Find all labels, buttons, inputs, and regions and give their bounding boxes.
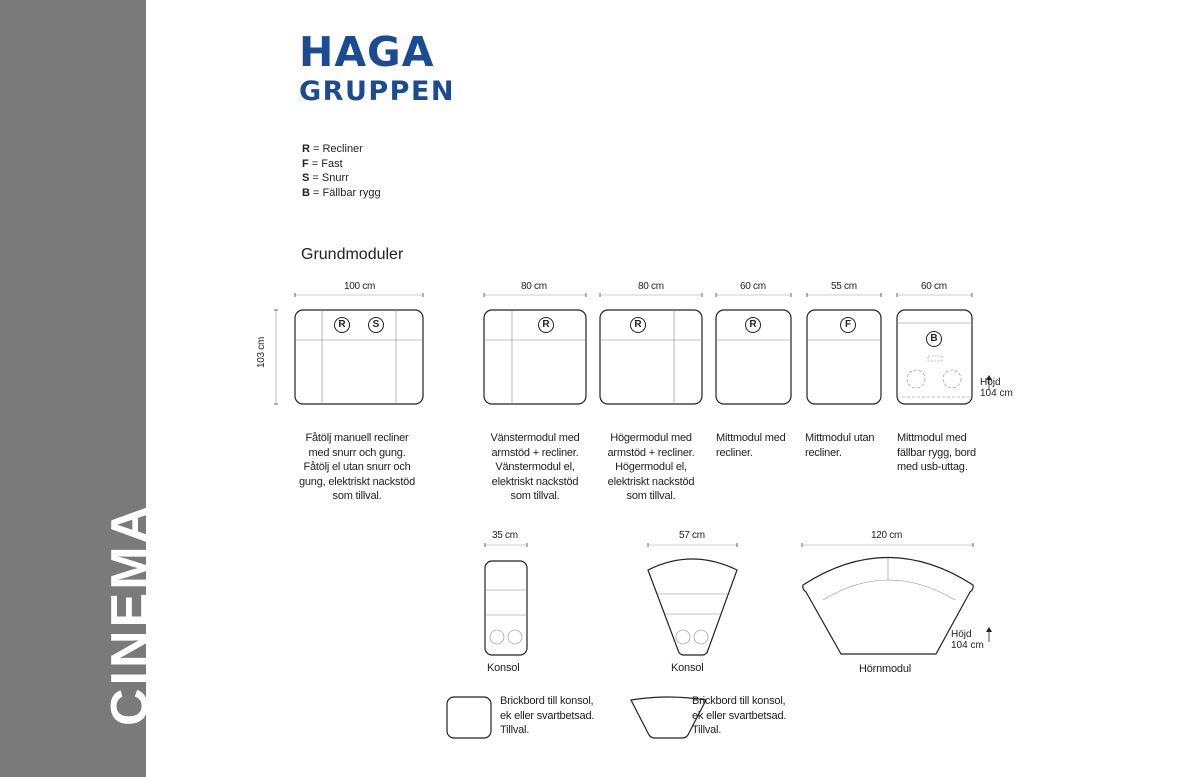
legend-item: F = Fast (302, 157, 343, 170)
legend-item: R = Recliner (302, 143, 363, 155)
badge: R (630, 317, 646, 333)
badge: R (745, 317, 761, 333)
middle-fold-description: Mittmodul med fällbar rygg, bord med usb-uttag. (897, 432, 976, 473)
wedge-console-drawing (648, 559, 737, 655)
middle-fixed-width: 55 cm (831, 281, 857, 292)
dimension-lines (276, 295, 973, 545)
badge: R (538, 317, 554, 333)
armchair-drawing (295, 310, 423, 404)
left-module-width: 80 cm (521, 281, 547, 292)
height-note-bottom: Höjd 104 cm (951, 629, 984, 651)
logo-line-2: GRUPPEN (299, 76, 455, 107)
legend-item: S = Snurr (302, 172, 349, 184)
tray-description-2: Brickbord till konsol, ek eller svartbetsad. Tillval. (692, 695, 787, 736)
badge: F (840, 317, 856, 333)
straight-console-drawing (485, 561, 527, 655)
badge: R (334, 317, 350, 333)
wedge-console-width: 57 cm (679, 530, 705, 541)
right-module-width: 80 cm (638, 281, 664, 292)
section-title: Grundmoduler (301, 246, 404, 263)
left-module-drawing (484, 310, 586, 404)
straight-console-width: 35 cm (492, 530, 518, 541)
middle-fold-drawing (897, 310, 972, 404)
legend-item: B = Fällbar rygg (302, 186, 381, 199)
wedge-console-label: Konsol (671, 662, 704, 674)
armchair-description: Fåtölj manuell recliner med snurr och gung. Fåtölj el utan snurr och gung, elektriskt nackstöd som tillval. (298, 432, 416, 502)
armchair-depth: 103 cm (256, 337, 267, 368)
right-module-description: Högermodul med armstöd + recliner. Högermodul el, elektriskt nackstöd som tillval. (607, 432, 695, 502)
logo-line-1: HAGA (299, 28, 435, 76)
left-module-description: Vänstermodul med armstöd + recliner. Vänstermodul el, elektriskt nackstöd som tillval. (490, 432, 580, 502)
badge: B (926, 331, 942, 347)
sidebar-title: CINEMA (101, 502, 159, 726)
middle-fold-width: 60 cm (921, 281, 947, 292)
right-module-drawing (600, 310, 702, 404)
height-note-top: Höjd 104 cm (980, 377, 1013, 399)
middle-fixed-description: Mittmodul utan recliner. (805, 432, 875, 459)
corner-module-drawing (803, 558, 973, 655)
tray-description-1: Brickbord till konsol, ek eller svartbetsad. Tillval. (500, 695, 595, 736)
straight-console-label: Konsol (487, 662, 520, 674)
middle-recliner-description: Mittmodul med recliner. (716, 432, 786, 459)
armchair-width: 100 cm (344, 281, 375, 292)
corner-module-label: Hörnmodul (859, 663, 912, 675)
tray-drawing-1 (447, 697, 491, 738)
badge: S (368, 317, 384, 333)
middle-recliner-width: 60 cm (740, 281, 766, 292)
corner-module-width: 120 cm (871, 530, 902, 541)
